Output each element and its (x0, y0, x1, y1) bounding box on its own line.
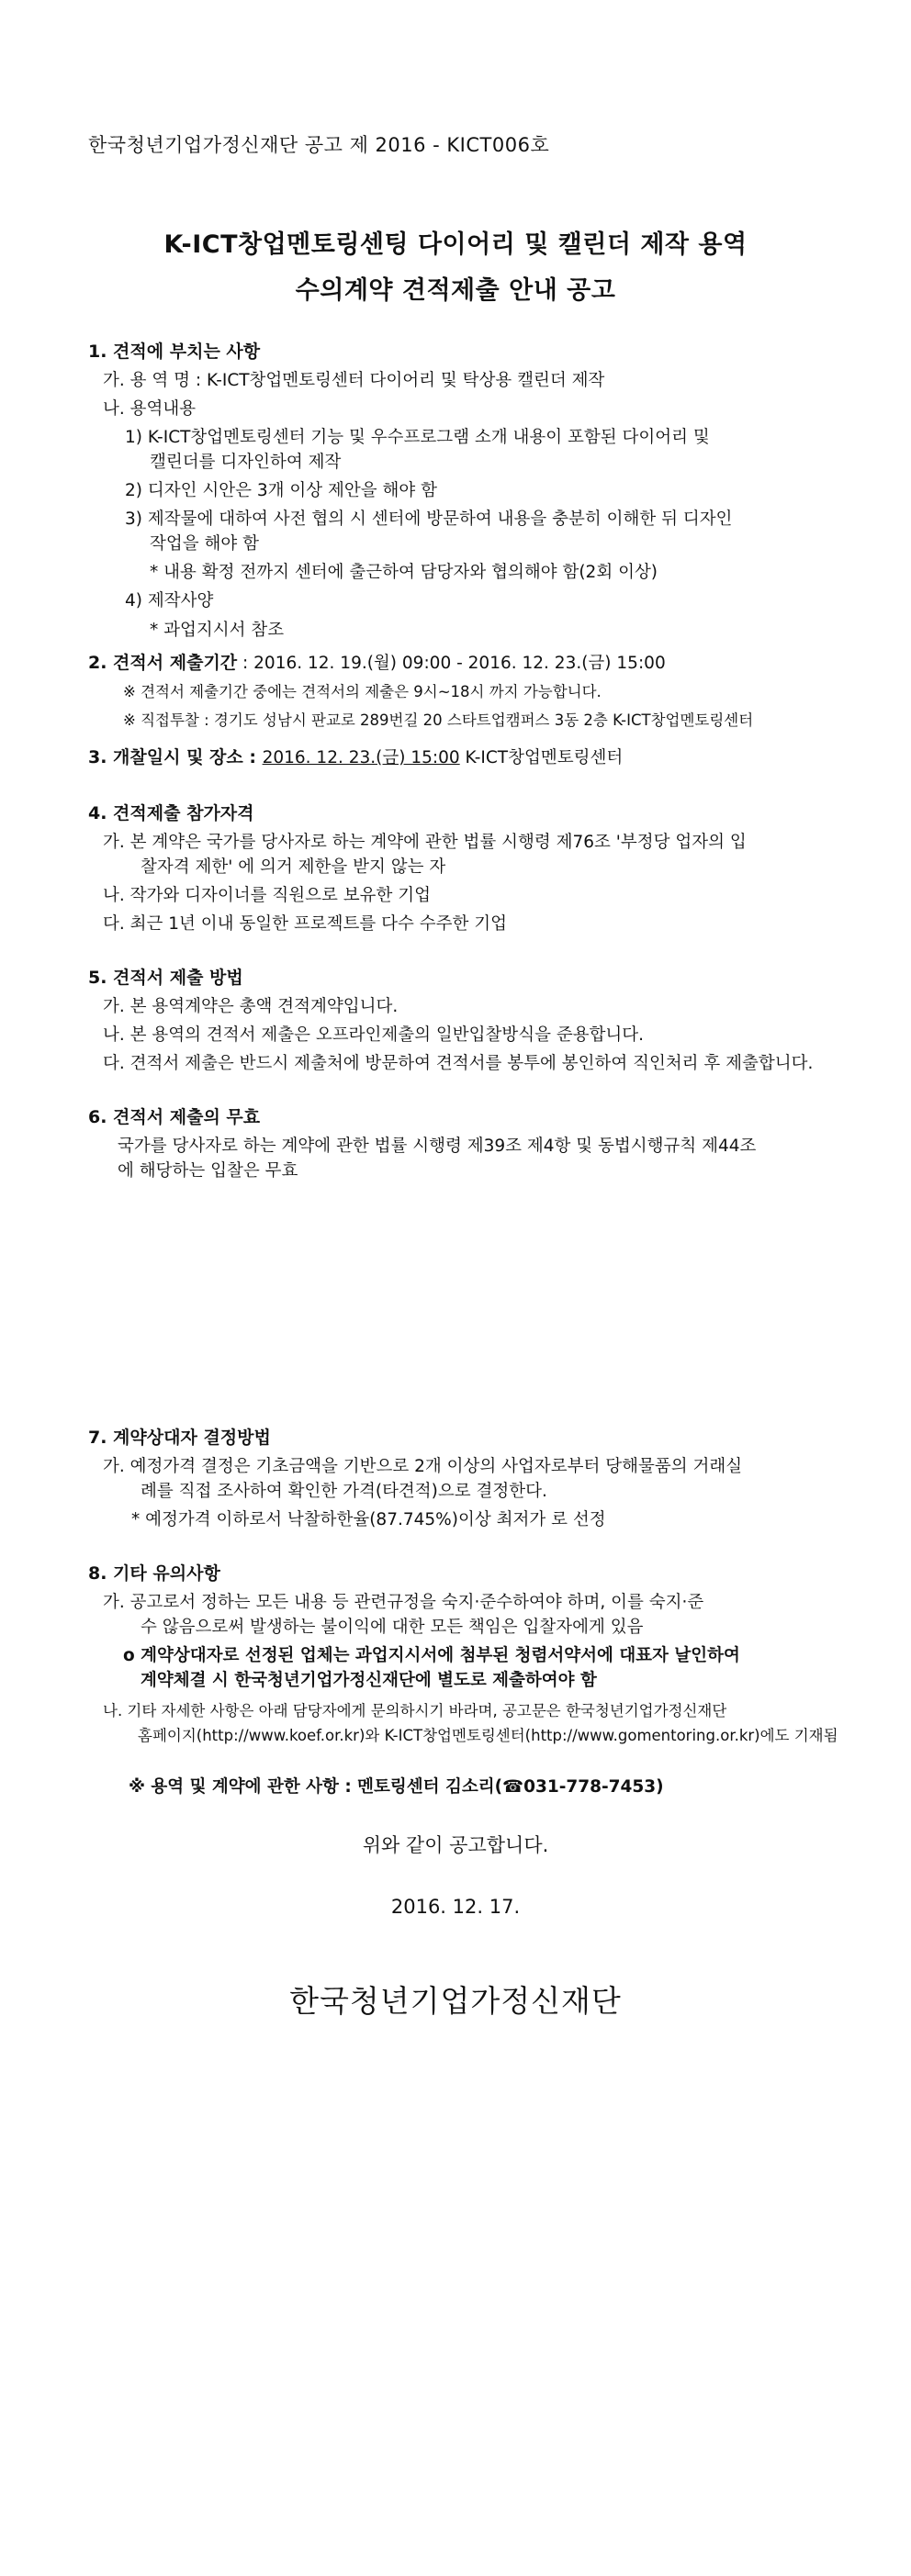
section-5-item-c: 다. 견적서 제출은 반드시 제출처에 방문하여 견적서를 봉투에 봉인하여 직인처리 후 제출합니다. (103, 1054, 814, 1073)
section-5-item-a: 가. 본 용역계약은 총액 견적계약입니다. (103, 997, 399, 1016)
section-2-note-2: ※ 직접투찰 : 경기도 성남시 판교로 289번길 20 스타트업캠퍼스 3동 2층 K-ICT창업멘토링센터 (123, 711, 754, 729)
submission-period: : 2016. 12. 19.(월) 09:00 - 2016. 12. 23.(금) 15:00 (237, 654, 666, 673)
title-line-2: 수의계약 견적제출 안내 공고 (295, 276, 616, 305)
section-7-heading: 7. 계약상대자 결정방법 (88, 1428, 271, 1448)
section-2-heading: 2. 견적서 제출기간 (88, 653, 238, 673)
section-1-heading: 1. 견적에 부치는 사항 (88, 342, 261, 362)
section-8-item-b-cont: 홈페이지(http://www.koef.or.kr)와 K-ICT창업멘토링센터(http://www.gomentoring.or.kr)에도 기재됨 (138, 1727, 838, 1744)
section-2-note-1: ※ 견적서 제출기간 중에는 견적서의 제출은 9시~18시 까지 가능합니다. (123, 683, 602, 700)
section-6-text-2: 에 해당하는 입찰은 무효 (118, 1161, 298, 1181)
closing-statement: 위와 같이 공고합니다. (362, 1834, 549, 1856)
title-line-1: K-ICT창업멘토링센팅 다이어리 및 캘린더 제작 용역 (163, 230, 748, 259)
section-1-item-b: 나. 용역내용 (103, 399, 197, 419)
section-7-item-a-cont: 례를 직접 조사하여 확인한 가격(타견적)으로 결정한다. (141, 1482, 547, 1501)
section-4-heading: 4. 견적제출 참가자격 (88, 803, 254, 823)
section-1-item-a: 가. 용 역 명 : K-ICT창업멘토링센터 다이어리 및 탁상용 캘린더 제작 (103, 371, 605, 390)
contact-info: ※ 용역 및 계약에 관한 사항 : 멘토링센터 김소리(☎031-778-7453) (129, 1777, 664, 1797)
section-1-sub-2: 2) 디자인 시안은 3개 이상 제안을 해야 함 (125, 481, 437, 500)
section-6-text-1: 국가를 당사자로 하는 계약에 관한 법률 시행령 제39조 제4항 및 동법시행규칙 제44조 (118, 1137, 757, 1156)
section-4-item-a: 가. 본 계약은 국가를 당사자로 하는 계약에 관한 법률 시행령 제76조 '부정당 업자의 입 (103, 833, 747, 852)
section-8-bold-note-2: 계약체결 시 한국청년기업가정신재단에 별도로 제출하여야 함 (141, 1671, 597, 1690)
section-4-item-a-cont: 찰자격 제한' 에 의거 제한을 받지 않는 자 (141, 857, 446, 877)
notice-number: 한국청년기업가정신재단 공고 제 2016 - KICT006호 (88, 134, 550, 156)
section-8-item-a: 가. 공고로서 정하는 모든 내용 등 관련규정을 숙지·준수하여야 하며, 이를 숙지·준 (103, 1593, 704, 1612)
section-1-sub-4-note: * 과업지시서 참조 (150, 621, 285, 640)
section-1-sub-4: 4) 제작사양 (125, 591, 214, 610)
section-5-item-b: 나. 본 용역의 견적서 제출은 오프라인제출의 일반입찰방식을 준용합니다. (103, 1025, 645, 1045)
section-8-item-a-cont: 수 않음으로써 발생하는 불이익에 대한 모든 책임은 입찰자에게 있음 (141, 1618, 644, 1637)
section-8-bold-note-1: o 계약상대자로 선정된 업체는 과업지시서에 첨부된 청렴서약서에 대표자 날인하여 (123, 1646, 740, 1665)
section-6-heading: 6. 견적서 제출의 무효 (88, 1107, 261, 1127)
section-5-heading: 5. 견적서 제출 방법 (88, 968, 243, 988)
section-1-sub-3-note: * 내용 확정 전까지 센터에 출근하여 담당자와 협의해야 함(2회 이상) (150, 563, 658, 582)
section-4-item-c: 다. 최근 1년 이내 동일한 프로젝트를 다수 수주한 기업 (103, 914, 507, 934)
opening-datetime: 2016. 12. 23.(금) 15:00 (262, 748, 460, 767)
section-3-line (88, 746, 623, 769)
notice-date: 2016. 12. 17. (390, 1896, 521, 1918)
section-4-item-b: 나. 작가와 디자이너를 직원으로 보유한 기업 (103, 886, 431, 905)
section-7-note: * 예정가격 이하로서 낙찰하한율(87.745%)이상 최저가 로 선정 (131, 1510, 606, 1529)
section-7-item-a: 가. 예정가격 결정은 기초금액을 기반으로 2개 이상의 사업자로부터 당해물품의 거래실 (103, 1457, 743, 1476)
section-3-heading: 3. 개찰일시 및 장소 : (88, 747, 263, 767)
section-1-sub-1-cont: 캘린더를 디자인하여 제작 (150, 453, 342, 472)
section-2-line (88, 652, 666, 675)
section-1-sub-3: 3) 제작물에 대하여 사전 협의 시 센터에 방문하여 내용을 충분히 이해한 뒤 디자인 (125, 510, 733, 529)
foundation-name: 한국청년기업가정신재단 (289, 1983, 622, 2019)
opening-place: K-ICT창업멘토링센터 (459, 748, 624, 767)
section-8-item-b: 나. 기타 자세한 사항은 아래 담당자에게 문의하시기 바라며, 공고문은 한국청년기업가정신재단 (103, 1702, 727, 1719)
section-1-sub-1: 1) K-ICT창업멘토링센터 기능 및 우수프로그램 소개 내용이 포함된 다이어리 및 (125, 428, 710, 447)
section-1-sub-3-cont: 작업을 해야 함 (150, 534, 259, 554)
section-8-heading: 8. 기타 유의사항 (88, 1563, 220, 1584)
